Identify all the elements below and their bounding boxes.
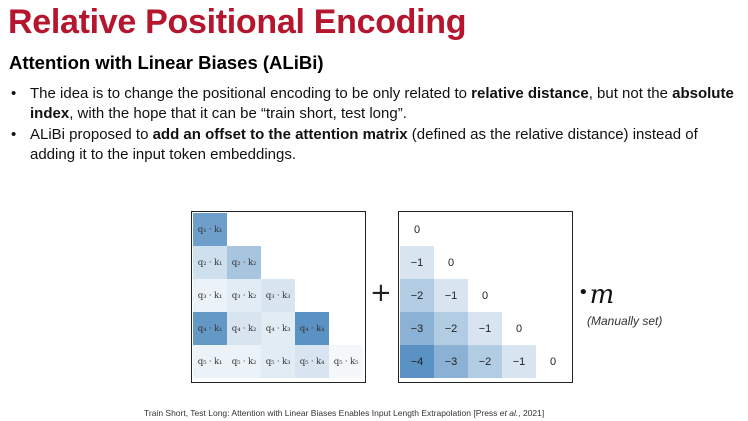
- bias-cell: 0: [481, 289, 489, 302]
- bullet-item: [11, 125, 746, 165]
- bias-cell: −4: [400, 345, 434, 378]
- attention-cell: q₄ · k₄: [295, 312, 329, 345]
- multiply-dot: •: [578, 282, 589, 303]
- bullet-emphasis: add an offset to the attention matrix: [152, 126, 408, 143]
- slide-subtitle: Attention with Linear Biases (ALiBi): [9, 52, 324, 73]
- bullet-text: , but not the: [588, 85, 673, 102]
- bias-cell: −1: [502, 345, 536, 378]
- citation: [144, 408, 544, 418]
- attention-cell: q₅ · k₂: [227, 345, 261, 378]
- attention-cell: q₃ · k₂: [227, 279, 261, 312]
- bias-cell: −3: [400, 312, 434, 345]
- slide-title: Relative Positional Encoding: [8, 3, 467, 41]
- attention-cell: q₅ · k₅: [329, 345, 363, 378]
- bias-cell: −2: [434, 312, 468, 345]
- bias-cell: −3: [434, 345, 468, 378]
- bias-cell: 0: [447, 256, 455, 269]
- bullet-text: (defined as the relative distance) instead of adding it to the input token embeddings.: [30, 126, 698, 163]
- attention-cell: q₄ · k₂: [227, 312, 261, 345]
- bullet-text: The idea is to change the positional encoding to be only related to: [30, 85, 472, 102]
- multiplier-note: (Manually set): [587, 314, 663, 328]
- plus-sign: +: [370, 278, 392, 308]
- attention-cell: q₄ · k₃: [261, 312, 295, 345]
- bias-cell: −1: [400, 246, 434, 279]
- multiplier-m: [578, 280, 614, 310]
- citation-et-al: et al.: [499, 408, 519, 418]
- attention-cell: q₅ · k₁: [193, 345, 227, 378]
- bullet-emphasis: relative distance: [471, 85, 589, 102]
- multiplier-symbol: m: [589, 280, 615, 310]
- attention-cell: q₄ · k₁: [193, 312, 227, 345]
- attention-cell: q₅ · k₃: [261, 345, 295, 378]
- attention-cell: q₂ · k₂: [227, 246, 261, 279]
- citation-year: , 2021]: [518, 408, 545, 418]
- bias-cell: 0: [413, 223, 421, 236]
- attention-cell: q₃ · k₃: [261, 279, 295, 312]
- attention-cell: q₁ · k₁: [193, 213, 227, 246]
- bias-cell: 0: [549, 355, 557, 368]
- bullet-text: , with the hope that it can be “train short, test long”.: [69, 105, 407, 122]
- bullet-item: [11, 84, 746, 124]
- bullet-list: [11, 84, 746, 166]
- bias-cell: −1: [468, 312, 502, 345]
- bias-cell: −1: [434, 279, 468, 312]
- bullet-dot: •: [11, 85, 17, 102]
- attention-cell: q₃ · k₁: [193, 279, 227, 312]
- bullet-dot: •: [11, 126, 17, 143]
- bias-matrix: [398, 211, 573, 383]
- attention-cell: q₅ · k₄: [295, 345, 329, 378]
- citation-text: Train Short, Test Long: Attention with Linear Biases Enables Input Length Extrapolation [Press: [144, 408, 500, 418]
- bias-cell: 0: [515, 322, 523, 335]
- bullet-emphasis: absolute index: [30, 85, 734, 122]
- attention-matrix: [191, 211, 366, 383]
- bias-cell: −2: [468, 345, 502, 378]
- bias-cell: −2: [400, 279, 434, 312]
- bullet-text: ALiBi proposed to: [30, 126, 153, 143]
- attention-cell: q₂ · k₁: [193, 246, 227, 279]
